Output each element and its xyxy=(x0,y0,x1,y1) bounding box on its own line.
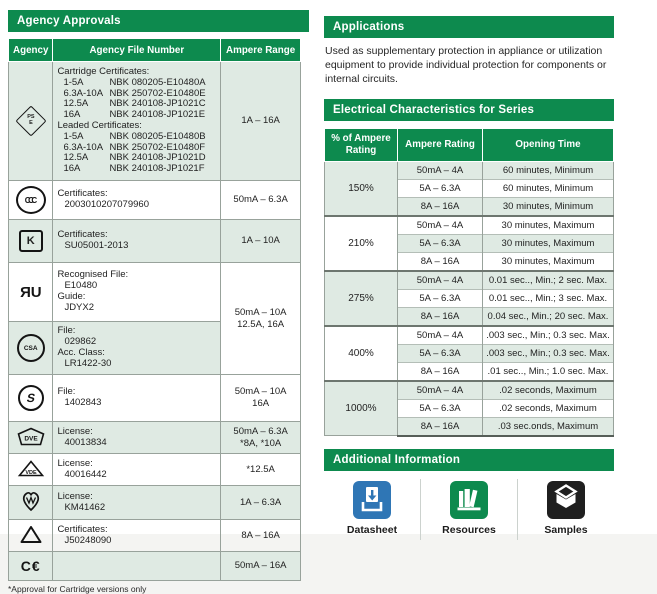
file-number-cell: License: 40016442 xyxy=(53,454,221,486)
agency-row xyxy=(9,486,301,520)
file-number-cell: License: 40013834 xyxy=(53,422,221,454)
agency-mark-cell xyxy=(9,181,53,220)
vde-mark-icon xyxy=(18,469,44,480)
electrical-column-header: % of Ampere Rating xyxy=(325,128,398,161)
agency-row xyxy=(9,181,301,220)
agency-approvals-section xyxy=(8,10,309,594)
right-column xyxy=(324,16,614,540)
electrical-row xyxy=(325,326,614,345)
ampere-rating-cell: 8A – 16A xyxy=(398,197,483,216)
additional-link-samples[interactable] xyxy=(517,479,614,540)
ampere-range-cell: 50mA – 10A 16A xyxy=(221,375,301,422)
electrical-row xyxy=(325,271,614,290)
opening-time-cell: 30 minutes, Minimum xyxy=(483,197,614,216)
dve-mark-icon xyxy=(17,435,45,449)
agency-mark-cell xyxy=(9,62,53,181)
csa-mark-icon: CSA xyxy=(17,342,45,353)
ampere-rating-cell: 50mA – 4A xyxy=(398,271,483,290)
electrical-row xyxy=(325,216,614,235)
opening-time-cell: .003 sec., Min.; 0.3 sec. Max. xyxy=(483,344,614,362)
file-number-cell: Cartridge Certificates: 1-5A NBK 080205-E10480A 6.3A-10A NBK 250702-E10480E 12.5A NBK 240108-JP1021C 16A NBK 240108-JP1021E Leaded Certificates: 1-5A NBK 080205-E10480B 6.3A-10A NBK 250702-E10480F 12.5A NBK 240108-JP1021D 16A NBK 240108-JP1021F xyxy=(53,62,221,181)
opening-time-cell: 30 minutes, Maximum xyxy=(483,234,614,252)
ampere-range-cell: 50mA – 10A 12.5A, 16A xyxy=(221,263,301,375)
opening-time-cell: 0.01 sec.., Min.; 3 sec. Max. xyxy=(483,289,614,307)
opening-time-cell: .03 sec.onds, Maximum xyxy=(483,417,614,436)
agency-table-head xyxy=(9,39,301,62)
file-number-cell: Recognised File: E10480 Guide: JDYX2 xyxy=(53,263,221,322)
agency-row xyxy=(9,220,301,263)
file-number-cell xyxy=(53,552,221,581)
file-number-cell: File: 1402843 xyxy=(53,375,221,422)
ampere-rating-cell: 8A – 16A xyxy=(398,307,483,326)
file-number-cell: Certificates: SU05001-2013 xyxy=(53,220,221,263)
datasheet-download-icon xyxy=(353,481,391,519)
electrical-characteristics-header: Electrical Characteristics for Series xyxy=(324,99,614,121)
electrical-row xyxy=(325,161,614,179)
additional-information-header: Additional Information xyxy=(324,449,614,471)
ampere-rating-cell: 50mA – 4A xyxy=(398,381,483,400)
agency-mark-cell xyxy=(9,422,53,454)
ampere-range-cell: 1A – 6.3A xyxy=(221,486,301,520)
additional-link-resources[interactable] xyxy=(420,479,517,540)
ampere-range-cell: 50mA – 16A xyxy=(221,552,301,581)
additional-link-datasheet[interactable] xyxy=(324,479,420,540)
ampere-range-cell: 1A – 10A xyxy=(221,220,301,263)
additional-link-label: Resources xyxy=(442,523,496,536)
ampere-rating-cell: 8A – 16A xyxy=(398,362,483,381)
agency-mark-cell xyxy=(9,220,53,263)
applications-header: Applications xyxy=(324,16,614,38)
agency-mark-cell xyxy=(9,322,53,375)
opening-time-cell: .01 sec.., Min.; 1.0 sec. Max. xyxy=(483,362,614,381)
agency-row xyxy=(9,62,301,181)
agency-mark-cell xyxy=(9,520,53,552)
agency-column-header: Agency File Number xyxy=(53,39,221,62)
ampere-rating-cell: 8A – 16A xyxy=(398,252,483,271)
ampere-range-cell: 8A – 16A xyxy=(221,520,301,552)
kc-mark-icon: K xyxy=(19,236,43,247)
agency-approvals-table xyxy=(8,38,301,581)
agency-row xyxy=(9,422,301,454)
agency-row xyxy=(9,520,301,552)
ampere-rating-cell: 5A – 6.3A xyxy=(398,344,483,362)
opening-time-cell: 60 minutes, Minimum xyxy=(483,161,614,179)
delta-mark-icon xyxy=(20,536,42,547)
applications-text: Used as supplementary protection in appliance or utilization equipment to provide individual protection for components or internal circuits. xyxy=(325,45,607,85)
percent-rating-cell: 150% xyxy=(325,161,398,216)
agency-column-header: Ampere Range xyxy=(221,39,301,62)
ampere-rating-cell: 8A – 16A xyxy=(398,417,483,436)
pse-mark-icon: PS E xyxy=(16,110,46,121)
additional-links-row xyxy=(324,479,614,540)
semko-s-mark-icon: S xyxy=(18,394,44,405)
ccc-mark-icon: CCC xyxy=(16,195,46,206)
opening-time-cell: 30 minutes, Maximum xyxy=(483,252,614,271)
svg-text:DVE: DVE xyxy=(24,435,38,442)
file-number-cell: Certificates: 2003010207079960 xyxy=(53,181,221,220)
opening-time-cell: 0.04 sec., Min.; 20 sec. Max. xyxy=(483,307,614,326)
agency-mark-cell xyxy=(9,454,53,486)
samples-box-icon xyxy=(547,481,585,519)
svg-text:VDE: VDE xyxy=(25,469,37,476)
agency-mark-cell xyxy=(9,263,53,322)
agency-mark-cell xyxy=(9,486,53,520)
percent-rating-cell: 1000% xyxy=(325,381,398,436)
agency-row xyxy=(9,454,301,486)
ce-mark-icon: C€ xyxy=(20,558,41,574)
file-number-cell: File: 029862 Acc. Class: LR1422-30 xyxy=(53,322,221,375)
opening-time-cell: .003 sec., Min.; 0.3 sec. Max. xyxy=(483,326,614,345)
agency-mark-cell xyxy=(9,552,53,581)
ampere-rating-cell: 5A – 6.3A xyxy=(398,289,483,307)
electrical-column-header: Ampere Rating xyxy=(398,128,483,161)
percent-rating-cell: 275% xyxy=(325,271,398,326)
ampere-range-cell: 1A – 16A xyxy=(221,62,301,181)
electrical-column-header: Opening Time xyxy=(483,128,614,161)
agency-row xyxy=(9,263,301,322)
opening-time-cell: 0.01 sec.., Min.; 2 sec. Max. xyxy=(483,271,614,290)
agency-row xyxy=(9,552,301,581)
kema-keur-mark-icon xyxy=(19,505,43,516)
additional-link-label: Datasheet xyxy=(346,523,398,536)
opening-time-cell: 30 minutes, Maximum xyxy=(483,216,614,235)
agency-column-header: Agency xyxy=(9,39,53,62)
electrical-characteristics-table xyxy=(324,128,614,437)
ampere-rating-cell: 5A – 6.3A xyxy=(398,234,483,252)
file-number-cell: Certificates: J50248090 xyxy=(53,520,221,552)
opening-time-cell: .02 seconds, Maximum xyxy=(483,381,614,400)
percent-rating-cell: 210% xyxy=(325,216,398,271)
ampere-range-cell: 50mA – 6.3A *8A, *10A xyxy=(221,422,301,454)
electrical-table-head xyxy=(325,128,614,161)
percent-rating-cell: 400% xyxy=(325,326,398,381)
ampere-rating-cell: 50mA – 4A xyxy=(398,161,483,179)
agency-approvals-header: Agency Approvals xyxy=(8,10,309,32)
ul-recognized-mark-icon: R U xyxy=(20,283,41,301)
ampere-rating-cell: 5A – 6.3A xyxy=(398,179,483,197)
resources-books-icon xyxy=(450,481,488,519)
additional-link-label: Samples xyxy=(544,523,588,536)
agency-footnote: *Approval for Cartridge versions only xyxy=(8,584,147,594)
ampere-rating-cell: 50mA – 4A xyxy=(398,216,483,235)
file-number-cell: License: KM41462 xyxy=(53,486,221,520)
ampere-rating-cell: 5A – 6.3A xyxy=(398,399,483,417)
opening-time-cell: .02 seconds, Maximum xyxy=(483,399,614,417)
ampere-range-cell: *12.5A xyxy=(221,454,301,486)
ampere-range-cell: 50mA – 6.3A xyxy=(221,181,301,220)
ampere-rating-cell: 50mA – 4A xyxy=(398,326,483,345)
agency-mark-cell xyxy=(9,375,53,422)
agency-row xyxy=(9,375,301,422)
electrical-row xyxy=(325,381,614,400)
opening-time-cell: 60 minutes, Minimum xyxy=(483,179,614,197)
